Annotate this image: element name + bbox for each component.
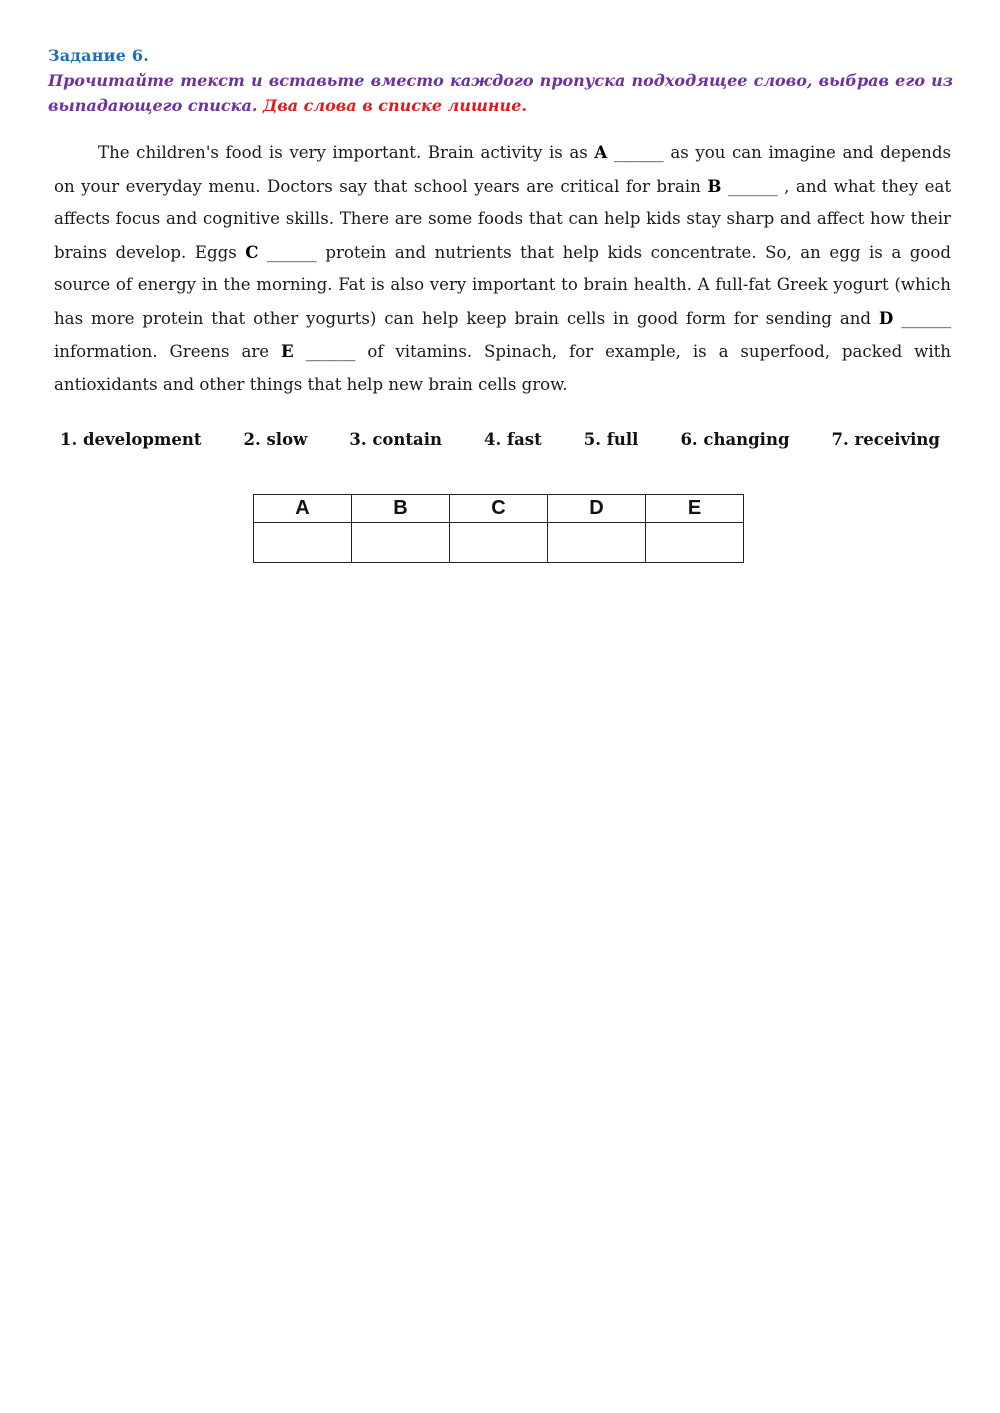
passage-text: of vitamins. Spinach, for example, is a superfood, packed with antioxidants and other things that help new brain cells grow. [54,342,951,394]
answer-table-input-row [254,523,744,563]
answer-table [253,494,744,563]
instruction-main: Прочитайте текст и вставьте вместо каждого пропуска подходящее слово, выбрав его из выпадающего списка. [48,71,953,115]
word-bank [60,430,940,449]
gap-label-b: B [707,175,722,196]
answer-cell-d[interactable] [548,523,646,563]
gap-blank-c[interactable]: ______ [267,242,317,262]
gap-blank-b[interactable]: ______ [727,176,778,196]
instruction-warning: Два слова в списке лишние. [262,96,527,115]
gap-label-e: E [281,341,294,361]
word-option-changing: 6. changing [680,430,790,449]
passage-text: The children's food is very important. Brain activity is as [98,143,595,162]
answer-cell-c[interactable] [450,523,548,563]
answer-header-c: C [450,495,548,523]
word-option-receiving: 7. receiving [831,430,940,449]
gap-label-c: C [245,241,259,262]
answer-cell-a[interactable] [254,523,352,563]
gap-label-a: A [594,142,608,162]
passage-text: information. Greens are [54,342,282,361]
gap-blank-e[interactable]: ______ [305,342,356,361]
word-option-development: 1. development [60,430,202,449]
answer-cell-b[interactable] [352,523,450,563]
passage-text: protein and nutrients that help kids concentrate. So, an egg is a good source of energy in the morning. Fat is also very important to brain health. A full-fat Greek yogurt (which has more protein that other yogurts) can help keep brain cells in good form for sending and [54,242,951,328]
gap-label-d: D [878,307,894,328]
answer-header-b: B [352,495,450,523]
word-option-fast: 4. fast [484,430,542,449]
gap-blank-a[interactable]: ______ [613,143,664,162]
passage-text: as you can imagine and depends on your everyday menu. Doctors say that school years are critical for brain [54,143,951,196]
word-option-slow: 2. slow [243,430,308,449]
answer-table-header-row [254,495,744,523]
answer-cell-e[interactable] [646,523,744,563]
answer-header-d: D [548,495,646,523]
gap-blank-d[interactable]: ______ [901,308,951,328]
task-title: Задание 6. [48,46,149,65]
word-option-contain: 3. contain [349,430,442,449]
answer-header-e: E [646,495,744,523]
word-option-full: 5. full [583,430,639,449]
task-instruction [48,68,953,118]
passage-text: , and what they eat affects focus and cognitive skills. There are some foods that can help kids stay sharp and affect how their brains develop. Eggs [54,176,951,262]
reading-passage [54,136,951,401]
answer-header-a: A [254,495,352,523]
